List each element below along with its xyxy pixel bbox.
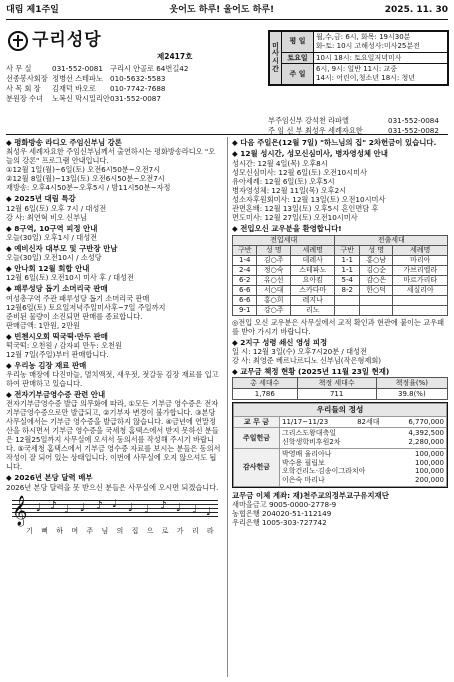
note-icon: ♩ — [176, 500, 182, 514]
note-icon: ♩ — [64, 502, 70, 516]
notice-item: ◆ 빈첸시오회 떡국떡·만두 판매 떡국떡: 오천원 / 감자피 만두: 오천원 12월 7일(주일)부터 판매합니다. — [6, 332, 222, 359]
parish-name: 구리성당 — [32, 30, 102, 50]
staff-row: 사 목 회 장 김재덕 바오로 010-7742-7688 — [6, 83, 166, 93]
page-header — [6, 4, 448, 18]
newcomers-table: 전입세대 전출세대 구반 성 명 세례명 구반 성 명 세례명 1-4 김○주 데레사 1-1 홍○남 마리아 2-4 정○숙 스테파노 1-1 김○순 가브리엘라 6-2 유○선 요아킴 5-4 감○은 마르가리타 6-6 서○대 스카다마 8-2 한○덕 세실리아 6-6 홍○희 레지나 9-1 강○주 리노 — [232, 235, 448, 316]
note-icon: ♩ — [36, 500, 42, 514]
notice-item: ◆ 교무금 책정 현황 (2025년 11월 23일 현재) 총 세대수 책정 세대수 책정율(%) 1,786 711 39.8(%) — [232, 367, 448, 400]
contact-row: 주 임 신 부 최성우 세례자요한 031-552-0082 — [268, 125, 439, 135]
note-icon: ♩ — [192, 502, 198, 516]
note-icon: ♩ — [128, 500, 134, 514]
table-row: 2-4 정○숙 스테파노 1-1 김○순 가브리엘라 — [233, 265, 448, 275]
brand — [8, 30, 102, 51]
notice-item: ◆ 패루성당 돕기 소머리국 판매 여성총구역 주관 패루성당 돕기 소머리국 판매 12월6일(토) 토요일저녁주일미사후~7일 주일까지 준비된 물량이 소진되면 판매를 종료합니다. 판매금액: 1만원, 2만원 — [6, 284, 222, 329]
schedule-key: 주 일 — [282, 64, 314, 85]
table-row: 1,786 711 39.8(%) — [233, 389, 448, 400]
pledge-status-table: 총 세대수 책정 세대수 책정율(%) 1,786 711 39.8(%) — [232, 377, 448, 400]
table-row: 6-2 유○선 요아킴 5-4 감○은 마르가리타 — [233, 275, 448, 285]
notice-item: ◆ 전자기부금영수증 관련 안내 전자기부금영수증 발급 의무화에 따라, ①모든 기부금 영수증은 전자기부금영수증으로만 발급되고, ②기부자 변경이 불가합니다. ③본당 사무실에서는 기부금 영수증을 발급하지 않습니다. ④금년에 연말정산을 하시면서 기부금 영수증을 국세청 홈택스에서 받지 못하신 분들은 12월25일까지 사무실에 오셔서 동의서를 작성해 주시기 바랍니다. ⑤국세청 홈택스에서 기부금 영수증 자료를 보시는 분들은 동의서 작성이 잘 되어 있는 상태입니다. 이번에 사무실에 오지 않으셔도 됩니다. — [6, 390, 222, 471]
note-icon: ♩ — [144, 502, 150, 516]
schedule-label: 미사시간 — [270, 32, 282, 85]
notice-item: ◆ 12월 성시간, 성모신심미사, 병자영성체 안내 성시간: 12월 4일(목) 오후8시 성모신심미사: 12월 6일(토) 오전10시미사 유아세례: 12월 6일(토) 오후5시 병자영성체: 12월 11일(목) 오후2시 성소자후원회미사: 12월 13일(토) 오전10시미사 관면혼배: 12월 13일(토) 오후5시 혼인면담 후 면도미사: 12월 27일(토) 오전10시미사 — [232, 149, 448, 221]
notice-item: ◆ 2026년 본당 달력 배부 2026년 본당 달력을 못 받으신 분들은 사무실에 오시면 되겠습니다. — [6, 473, 222, 491]
header-divider — [6, 19, 448, 20]
hymn-lyrics: 기 뻐 하 며 주 님 의 집 으 로 가 리 라 — [26, 526, 214, 535]
header-slogan: 웃어도 하루! 울어도 하루! — [169, 5, 275, 16]
staff-line — [12, 512, 218, 513]
note-icon: ♩ — [80, 500, 86, 514]
table-row: 6-6 홍○희 레지나 — [233, 295, 448, 305]
header-date: 2025. 11. 30 — [384, 5, 448, 16]
table-row: 9-1 강○주 리노 — [233, 305, 448, 315]
offerings-box — [232, 402, 448, 488]
left-column — [6, 138, 222, 538]
cross-icon — [8, 31, 28, 51]
note-icon: ♩ — [206, 504, 212, 518]
notice-item: ◆ 8구역, 10구역 피정 안내 오늘(30일) 오후1시 / 대성전 — [6, 224, 222, 242]
notice-item: ◆ 2025년 대림 특강 12월 6일(토) 오후 7시 / 대성전 강 사: 최연혁 비오 신부님 — [6, 194, 222, 221]
notice-item: ◆ 예비신자 대부모 및 구반장 만남 오늘(30일) 오전10시 / 소성당 — [6, 244, 222, 262]
schedule-key: 평 일 — [282, 32, 314, 53]
staff-row: 분원장 수녀 노복신 막시밀리안 031-552-0087 — [6, 93, 161, 103]
table-row: 주일헌금 그리스도왕대축일 4,392,500 신학생학비후원2차 2,280,000 — [234, 428, 447, 449]
section-divider — [6, 134, 448, 135]
staff-list — [6, 63, 264, 103]
notice-item: ◆ 2지구 성령 쇄신 영성 피정 일 시: 12월 3일(수) 오후7시20분 / 대성전 강 사: 최영준 베르나르디노 신부님(작은형제회) — [232, 338, 448, 365]
offerings-title: 우리들의 정성 — [234, 404, 447, 416]
note-icon: ♪ — [160, 498, 168, 512]
note-icon: ♪ — [96, 498, 104, 512]
treble-clef-icon: 𝄞 — [12, 495, 28, 526]
staff-row: 사 무 실 031-552-0081 구리시 안골로 64번길42 — [6, 63, 189, 73]
contact-row: 부주임신부 강석천 라파엘 031-552-0084 — [268, 115, 439, 125]
notice-item: ◆ 우리농 김장 재료 판매 우리농 매장에 다진마늘, 멸치액젓, 새우젓, 젓갈등 김장 재료를 입고하여 판매하고 있습니다. — [6, 361, 222, 388]
staff-row: 선종봉사회장 정병선 스테파노 010-5632-5583 — [6, 73, 166, 83]
table-row: 감사헌금 박영배 율리아나 100,000 박수용 필립보 100,000 오학건리노·김송이그라치아 100,000 이은숙 마리나 200,000 — [234, 448, 447, 486]
mass-schedule — [268, 30, 449, 86]
notice-item: ◆ 다음 주일은(12월 7일) "하느님의 집" 2차헌금이 있습니다. — [232, 138, 448, 147]
issue-number: 제2417호 — [157, 52, 193, 61]
schedule-value: 6시, 9시: 일반 11시: 교중 14시: 어린이,청소년 18시: 청년 — [314, 64, 448, 85]
table-row: 1-4 김○주 데레사 1-1 홍○남 마리아 — [233, 255, 448, 265]
schedule-value: 10시 18시: 토요일저녁미사 — [314, 52, 448, 64]
table-row: 교 무 금 11/17~11/23 82세대 6,770,000 — [234, 416, 447, 428]
header-week: 대림 제1주일 — [6, 5, 59, 16]
note-icon: ♩ — [112, 496, 118, 510]
notice-item: ◆ 안나회 12월 회합 안내 12월 6일(토) 오전10시 미사 후 / 대성전 — [6, 264, 222, 282]
notice-item: ◆ 평화방송 라디오 주임신부님 강론 최성우 세례자요한 주임신부님께서 출연하시는 평화방송라디오 "오늘의 강론" 프로그램 안내입니다. ①12월 1일(월)~6일(토) 오전6시50분~오전7시 ②12월 8일(월)~13일(토) 오전6시50분~오전7시 재방송: 오후4시50분~오후5시 / 밤11시50분~자정 — [6, 138, 222, 192]
priest-contacts — [268, 115, 449, 135]
notice-item: ◆ 전입오신 교우분을 환영합니다! 전입세대 전출세대 구반 성 명 세례명 구반 성 명 세례명 1-4 김○주 데레사 1-1 홍○남 마리아 2-4 정○숙 스테파노 1-1 김○순 가브리엘라 6-2 유○선 요아킴 5-4 감○은 마르가리타 6-6 서○대 스카다마 8-2 한○덕 세실리아 6-6 홍○희 레지나 9-1 강○주 리노 ◎전입 오신 교우분은 사무실에서 교적 확인과 현관에 붙이는 교우패를 받아 가시기 바랍니다. — [232, 224, 448, 336]
column-divider — [227, 137, 228, 677]
note-icon: ♪ — [50, 498, 58, 512]
table-row: 6-6 서○대 스카다마 8-2 한○덕 세실리아 — [233, 285, 448, 295]
staff-line — [12, 516, 218, 517]
schedule-value: 월,수,금: 6시, 화목: 19시30분 화-토: 10시 고해성사:미사25분전 — [314, 32, 448, 53]
right-column — [232, 138, 448, 529]
bank-accounts: 교무금 이체 계좌: 재)천주교의정부교구유지재단 새마을금고 9005-0000-2778-9 농협은행 204020-51-112149 우리은행 1005-303-727742 — [232, 490, 389, 528]
schedule-key: 토요일 — [282, 52, 314, 64]
hymn-staff — [6, 494, 222, 538]
